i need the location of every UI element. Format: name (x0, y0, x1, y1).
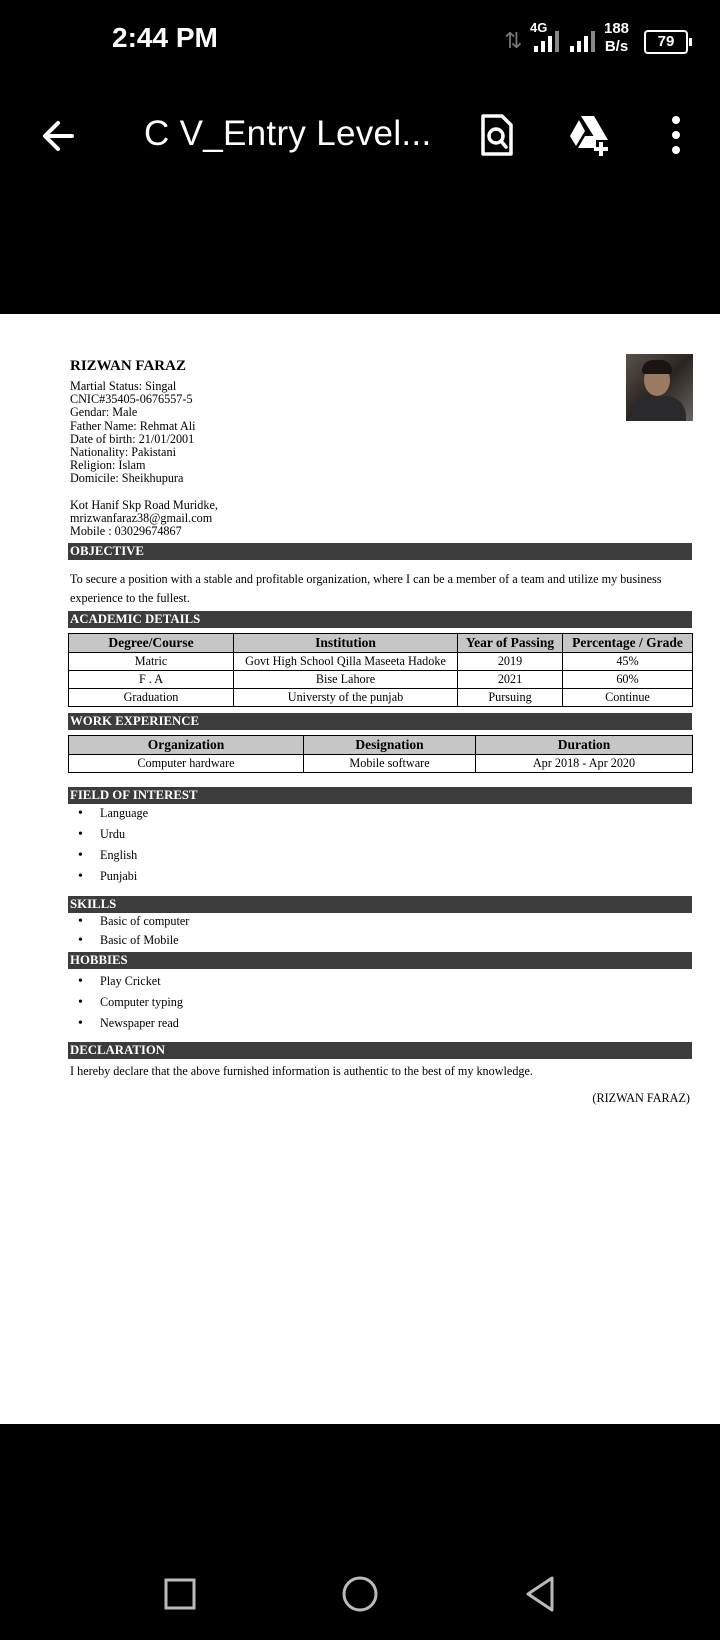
network-type: 4G (530, 20, 548, 35)
contact-info (70, 499, 218, 539)
contact-email: mrizwanfaraz38@gmail.com (70, 511, 213, 526)
more-vertical-icon[interactable] (660, 112, 706, 158)
table-cell: 60% (563, 671, 693, 689)
app-bar (0, 90, 720, 180)
table-cell: Continue (563, 689, 693, 707)
table-cell: F . A (69, 671, 234, 689)
info-line: Father Name: Rehmat Ali (70, 418, 196, 433)
section-header-declaration: DECLARATION (68, 1042, 692, 1059)
status-time: 2:44 PM (112, 22, 218, 53)
table-row (69, 653, 693, 671)
table-header: Designation (304, 736, 476, 755)
back-arrow-icon[interactable] (38, 116, 78, 156)
status-bar (0, 0, 720, 80)
signal-strength-icon (534, 30, 559, 52)
info-line: Date of birth: 21/01/2001 (70, 431, 195, 446)
table-row (69, 689, 693, 707)
table-row (69, 755, 693, 773)
list-item: • Computer typing (70, 994, 183, 1015)
personal-info (70, 380, 196, 486)
info-line: Religion: Islam (70, 458, 146, 473)
network-indicators (504, 22, 674, 62)
section-header-hobbies: HOBBIES (68, 952, 692, 969)
back-triangle-icon[interactable] (518, 1572, 562, 1616)
objective-text: To secure a position with a stable and profitable organization, where I can be a member of a team and utilize my business experience to the fullest. (70, 572, 662, 605)
table-cell: Computer hardware (69, 755, 304, 773)
table-row (69, 671, 693, 689)
signal-strength-icon-2 (570, 30, 595, 52)
info-line: Domicile: Sheikhupura (70, 471, 184, 486)
table-cell: Apr 2018 - Apr 2020 (476, 755, 693, 773)
list-item: • Urdu (70, 826, 148, 847)
table-cell: Mobile software (304, 755, 476, 773)
table-cell: 45% (563, 653, 693, 671)
info-line: Gendar: Male (70, 405, 138, 420)
list-item: • English (70, 847, 148, 868)
info-line: Martial Status: Singal (70, 379, 177, 393)
list-item: • Language (70, 805, 148, 826)
list-item: • Play Cricket (70, 973, 183, 994)
contact-mobile: Mobile : 03029674867 (70, 524, 182, 539)
document-page[interactable] (0, 314, 720, 1424)
table-cell: Govt High School Qilla Maseeta Hadoke (234, 653, 458, 671)
table-header: Organization (69, 736, 304, 755)
table-header-row (69, 736, 693, 755)
document-title: C V_Entry Level... (144, 114, 432, 153)
section-header-interest: FIELD OF INTEREST (68, 787, 692, 804)
resume-name: RIZWAN FARAZ (70, 358, 186, 374)
table-cell: 2019 (458, 653, 563, 671)
list-item: • Basic of computer (70, 914, 189, 933)
section-header-work: WORK EXPERIENCE (68, 713, 692, 730)
battery-icon: 79 (644, 30, 688, 54)
contact-address: Kot Hanif Skp Road Muridke, (70, 498, 218, 512)
list-item: • Punjabi (70, 868, 148, 889)
table-header: Percentage / Grade (563, 634, 693, 653)
table-header-row (69, 634, 693, 653)
add-to-drive-icon[interactable] (566, 112, 612, 158)
table-cell: Pursuing (458, 689, 563, 707)
academic-table (68, 633, 693, 707)
profile-photo (626, 354, 693, 421)
info-line: CNIC#35405-0676557-5 (70, 392, 193, 407)
home-icon[interactable] (338, 1572, 382, 1616)
data-transfer-icon: ⇅ (504, 28, 523, 53)
list-item: • Basic of Mobile (70, 933, 189, 952)
interest-list (70, 805, 148, 889)
table-header: Year of Passing (458, 634, 563, 653)
table-cell: Bise Lahore (234, 671, 458, 689)
work-experience-table (68, 735, 693, 773)
hobbies-list (70, 973, 183, 1036)
section-header-skills: SKILLS (68, 896, 692, 913)
declaration-text: I hereby declare that the above furnished information is authentic to the best of my knowledge. (70, 1064, 533, 1078)
section-header-objective: OBJECTIVE (68, 543, 692, 560)
list-item: • Newspaper read (70, 1015, 183, 1036)
table-cell: Matric (69, 653, 234, 671)
navigation-bar (0, 1560, 720, 1640)
table-header: Institution (234, 634, 458, 653)
network-speed: 188 B/s (604, 20, 630, 55)
table-cell: 2021 (458, 671, 563, 689)
table-header: Duration (476, 736, 693, 755)
signature: (RIZWAN FARAZ) (592, 1091, 690, 1105)
document-search-icon[interactable] (474, 112, 520, 158)
table-header: Degree/Course (69, 634, 234, 653)
table-cell: Graduation (69, 689, 234, 707)
section-header-academic: ACADEMIC DETAILS (68, 611, 692, 628)
table-cell: Universty of the punjab (234, 689, 458, 707)
recent-apps-icon[interactable] (158, 1572, 202, 1616)
info-line: Nationality: Pakistani (70, 445, 176, 460)
skills-list (70, 914, 189, 952)
